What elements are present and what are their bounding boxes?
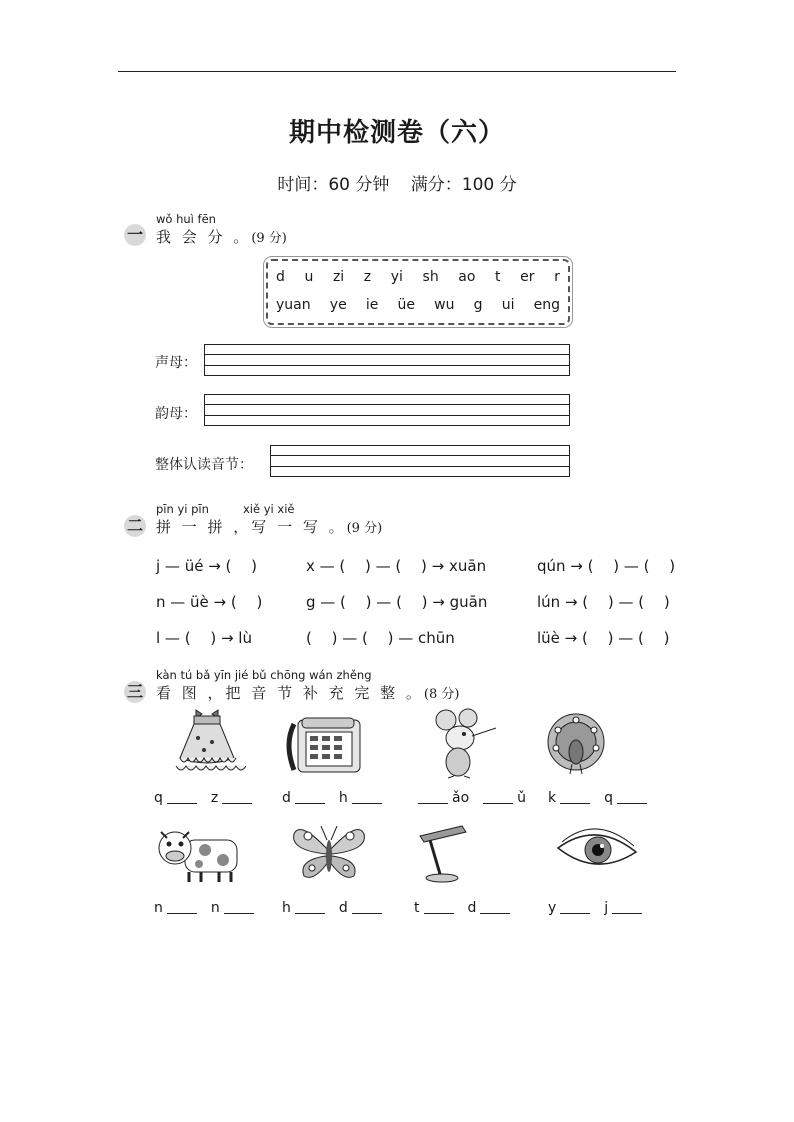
desk-lamp-icon: [416, 822, 472, 884]
section2-title: 拼 一 拼 ，写 一 写 。(9 分): [156, 518, 383, 536]
letter-box: [266, 259, 570, 325]
letters-row-1: [268, 269, 568, 285]
letter-item: üe: [397, 297, 416, 313]
letter-item: ui: [501, 297, 515, 313]
exercise-1-1: j — üé → ( ): [156, 557, 258, 575]
cow-icon: [155, 824, 243, 884]
section2-badge: 二: [124, 515, 146, 537]
zhengti-writing-lines[interactable]: [270, 445, 570, 477]
exercise-3-3: lüè → ( ) — ( ): [537, 629, 670, 647]
answer-butterfly[interactable]: h d: [282, 900, 386, 916]
section2-pinyin-1: pīn yi pīn: [156, 502, 209, 516]
shengmu-label: 声母：: [155, 355, 197, 371]
score-label: 满分：100 分: [410, 175, 517, 195]
answer-skirt[interactable]: q z: [154, 790, 256, 806]
letter-item: u: [304, 269, 314, 285]
section3-pinyin: kàn tú bǎ yīn jié bǔ chōng wán zhěng: [156, 668, 372, 682]
section3-badge: 三: [124, 681, 146, 703]
letter-item: g: [473, 297, 483, 313]
letter-item: eng: [533, 297, 560, 313]
answer-telephone[interactable]: d h: [282, 790, 386, 806]
yunmu-label: 韵母：: [155, 406, 197, 422]
peacock-icon: [544, 712, 608, 778]
answer-cow[interactable]: n n: [154, 900, 258, 916]
answer-peacock[interactable]: k q: [548, 790, 651, 806]
exercise-1-2: x — ( ) — ( ) → xuān: [306, 557, 487, 575]
telephone-icon: [280, 714, 364, 776]
top-rule: [118, 71, 676, 72]
letter-item: wu: [434, 297, 455, 313]
page-title: 期中检测卷（六）: [288, 118, 505, 148]
section2-pinyin-2: xiě yi xiě: [243, 502, 295, 516]
exam-info: [0, 170, 794, 195]
exercise-3-2: ( ) — ( ) — chūn: [306, 629, 455, 647]
exercise-2-1: n — üè → ( ): [156, 593, 263, 611]
exercise-1-3: qún → ( ) — ( ): [537, 557, 676, 575]
time-label: 时间：60 分钟: [277, 175, 390, 195]
section1-badge: 一: [124, 224, 146, 246]
eye-icon: [556, 826, 638, 880]
section1-title: 我 会 分 。(9 分): [156, 228, 287, 246]
letter-item: ao: [458, 269, 476, 285]
answer-desk-lamp[interactable]: t d: [414, 900, 514, 916]
yunmu-writing-lines[interactable]: [204, 394, 570, 426]
letter-item: yuan: [276, 297, 311, 313]
zhengti-label: 整体认读音节：: [155, 457, 253, 473]
butterfly-icon: [290, 820, 368, 884]
shengmu-writing-lines[interactable]: [204, 344, 570, 376]
exercise-2-2: g — ( ) — ( ) → guān: [306, 593, 488, 611]
answer-mouse[interactable]: ǎo ǔ: [414, 790, 526, 806]
exercise-2-3: lún → ( ) — ( ): [537, 593, 670, 611]
letter-item: er: [520, 269, 535, 285]
letter-item: ie: [365, 297, 379, 313]
exercise-3-1: l — ( ) → lù: [156, 629, 252, 647]
skirt-icon: [168, 708, 246, 778]
letter-item: ye: [329, 297, 347, 313]
letter-item: z: [363, 269, 372, 285]
letters-row-2: [268, 297, 568, 313]
section3-title: 看 图 ，把 音 节 补 充 完 整 。(8 分): [156, 684, 460, 702]
mouse-icon: [434, 708, 498, 780]
section1-pinyin: wǒ huì fēn: [156, 212, 216, 226]
letter-item: zi: [332, 269, 345, 285]
letter-item: d: [276, 269, 285, 285]
letter-item: yi: [390, 269, 403, 285]
answer-eye[interactable]: y j: [548, 900, 646, 916]
letter-item: sh: [422, 269, 439, 285]
letter-item: t: [495, 269, 501, 285]
letter-item: r: [554, 269, 560, 285]
